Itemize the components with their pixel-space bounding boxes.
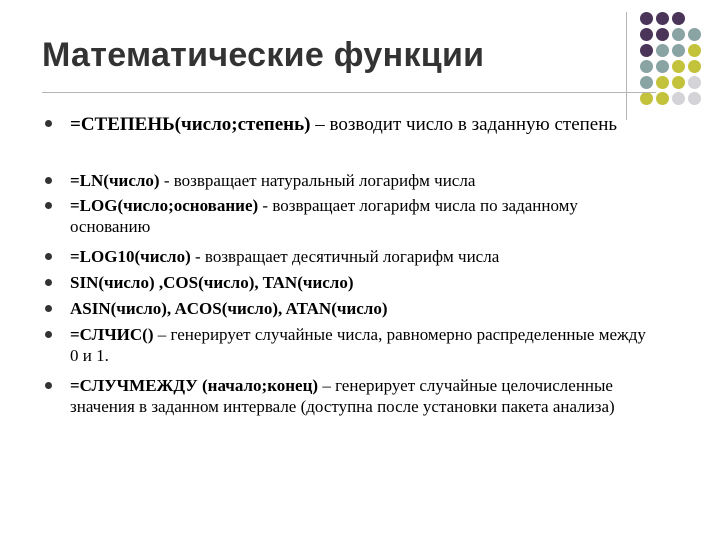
bullet-text <box>70 375 658 417</box>
bullet-icon <box>45 382 52 389</box>
bullet-icon <box>45 177 52 184</box>
dot <box>672 76 685 89</box>
dot <box>640 76 653 89</box>
dot <box>688 28 701 41</box>
dot <box>640 12 653 25</box>
bullet-text <box>70 170 658 191</box>
function-description: - возвращает логарифм числа по заданному основанию <box>70 196 578 236</box>
function-name: ASIN(число), ACOS(число), ATAN(число) <box>70 299 388 318</box>
bullet-text <box>70 272 658 293</box>
function-description: – генерирует случайные числа, равномерно распределенные между 0 и 1. <box>70 325 646 365</box>
dot <box>688 92 701 105</box>
dot <box>672 92 685 105</box>
dot <box>656 60 669 73</box>
bullet-icon <box>45 120 52 127</box>
bullet-icon <box>45 202 52 209</box>
bullet-text <box>70 195 658 237</box>
vertical-divider <box>626 12 627 120</box>
bullet-icon <box>45 279 52 286</box>
bullet-icon <box>45 305 52 312</box>
dot <box>640 28 653 41</box>
dot <box>672 60 685 73</box>
function-description: - возвращает десятичный логарифм числа <box>190 247 500 266</box>
bullet-icon <box>45 331 52 338</box>
dot <box>688 44 701 57</box>
dot <box>656 92 669 105</box>
dot <box>656 12 669 25</box>
function-description: – генерирует случайные целочисленные значения в заданном интервале (доступна после установки пакета анализа) <box>70 376 615 416</box>
function-name: =LOG(число;основание) <box>70 196 259 215</box>
dot <box>656 76 669 89</box>
function-name: =LOG10(число) <box>70 247 191 266</box>
slide-title: Математические функции <box>42 36 485 74</box>
function-name: =СЛЧИС() <box>70 325 154 344</box>
dot <box>640 60 653 73</box>
function-name: =LN(число) <box>70 171 160 190</box>
bullet-text <box>70 113 658 136</box>
dot <box>688 60 701 73</box>
dot <box>672 28 685 41</box>
function-name: =СТЕПЕНЬ(число;степень) <box>70 114 311 135</box>
function-description: - возвращает натуральный логарифм числа <box>159 171 476 190</box>
dot <box>640 92 653 105</box>
dot <box>672 12 685 25</box>
bullet-text <box>70 298 658 319</box>
dot <box>640 44 653 57</box>
function-description: – возводит число в заданную степень <box>310 114 618 135</box>
bullet-text <box>70 246 658 267</box>
dot <box>688 76 701 89</box>
dot <box>672 44 685 57</box>
function-name: SIN(число) ,COS(число), TAN(число) <box>70 273 354 292</box>
bullet-icon <box>45 253 52 260</box>
dot <box>656 44 669 57</box>
dot <box>656 28 669 41</box>
function-name: =СЛУЧМЕЖДУ (начало;конец) <box>70 376 319 395</box>
title-underline <box>42 92 656 93</box>
bullet-text <box>70 324 658 366</box>
